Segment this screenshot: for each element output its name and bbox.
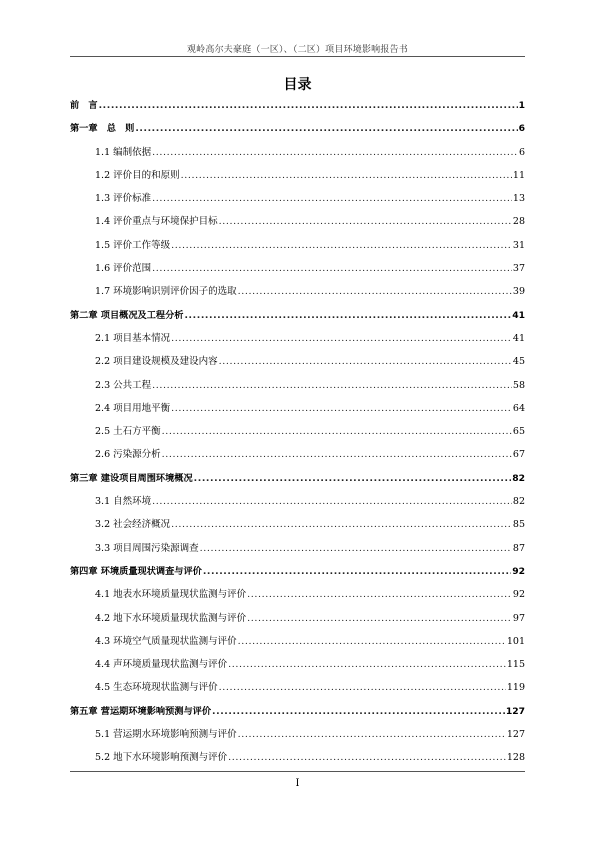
toc-entry-page: 101 [506, 635, 525, 647]
toc-entry-label: 2.5 土石方平衡 [95, 426, 161, 438]
toc-entry-page: 127 [506, 729, 525, 741]
toc-entry-page: 45 [512, 356, 525, 368]
toc-section-entry[interactable] [70, 354, 525, 377]
toc-leader-dots [162, 447, 512, 463]
toc-entry-page: 82 [512, 472, 525, 484]
toc-entry-label: 1.3 评价标准 [95, 193, 152, 205]
toc-section-entry[interactable] [70, 587, 525, 610]
toc-leader-dots [152, 191, 512, 207]
toc-entry-label: 2.1 项目基本情况 [95, 332, 171, 344]
toc-entry-label: 2.4 项目用地平衡 [95, 402, 171, 414]
toc-chapter-entry[interactable] [70, 98, 525, 121]
toc-entry-page: 39 [512, 286, 525, 298]
toc-entry-page: 11 [512, 169, 525, 181]
toc-leader-dots [219, 214, 512, 230]
toc-section-entry[interactable] [70, 145, 525, 168]
toc-section-entry[interactable] [70, 447, 525, 470]
toc-leader-dots [238, 284, 512, 300]
toc-chapter-entry[interactable] [70, 704, 525, 727]
page-number: I [295, 778, 300, 789]
toc-entry-page: 13 [512, 193, 525, 205]
toc-leader-dots [194, 471, 512, 487]
toc-entry-page: 41 [512, 332, 525, 344]
toc-entry-label: 4.4 声环境质量现状监测与评价 [95, 659, 228, 671]
toc-leader-dots [238, 634, 506, 650]
toc-leader-dots [162, 424, 512, 440]
toc-entry-label: 1.6 评价范围 [95, 263, 152, 275]
toc-leader-dots [181, 168, 512, 184]
toc-entry-label: 5.1 营运期水环境影响预测与评价 [95, 729, 237, 741]
toc-entry-page: 119 [506, 682, 525, 694]
toc-entry-page: 92 [512, 565, 525, 577]
toc-leader-dots [171, 517, 512, 533]
toc-entry-page: 6 [518, 123, 525, 135]
header-divider [70, 56, 525, 57]
toc-leader-dots [219, 354, 512, 370]
toc-entry-label: 2.3 公共工程 [95, 379, 152, 391]
toc-section-entry[interactable] [70, 191, 525, 214]
toc-entry-label: 5.2 地下水环境影响预测与评价 [95, 752, 228, 764]
toc-leader-dots [238, 727, 506, 743]
toc-section-entry[interactable] [70, 517, 525, 540]
toc-entry-label: 4.1 地表水环境质量现状监测与评价 [95, 589, 247, 601]
toc-entry-label: 第三章 建设项目周围环境概况 [70, 472, 193, 484]
toc-entry-label: 1.2 评价目的和原则 [95, 169, 180, 181]
toc-entry-page: 65 [512, 426, 525, 438]
toc-chapter-entry[interactable] [70, 121, 525, 144]
toc-title: 目录 [283, 77, 312, 93]
toc-entry-page: 97 [512, 612, 525, 624]
toc-entry-page: 128 [506, 752, 525, 764]
toc-entry-page: 127 [505, 705, 525, 717]
toc-leader-dots [228, 750, 506, 766]
toc-entry-page: 1 [518, 100, 525, 111]
toc-entry-label: 1.4 评价重点与环境保护目标 [95, 216, 218, 228]
toc-entry-label: 1.7 环境影响识别评价因子的选取 [95, 286, 237, 298]
toc-entry-label: 前 言 [70, 100, 98, 111]
toc-leader-dots [228, 657, 506, 673]
toc-chapter-entry[interactable] [70, 471, 525, 494]
toc-leader-dots [247, 587, 512, 603]
toc-leader-dots [152, 378, 512, 394]
toc-leader-dots [152, 145, 518, 161]
toc-entry-label: 2.6 污染源分析 [95, 449, 161, 461]
toc-leader-dots [219, 680, 506, 696]
toc-entry-page: 92 [512, 589, 525, 601]
toc-chapter-entry[interactable] [70, 308, 525, 331]
toc-leader-dots [152, 261, 512, 277]
footer-divider [70, 771, 525, 772]
running-header: 观岭高尔夫豪庭（一区）、（二区）项目环境影响报告书 [186, 45, 408, 55]
toc-section-entry[interactable] [70, 238, 525, 261]
table-of-contents [70, 98, 525, 774]
toc-entry-page: 28 [512, 216, 525, 228]
toc-entry-label: 1.1 编制依据 [95, 146, 152, 158]
toc-leader-dots [171, 238, 512, 254]
toc-leader-dots [152, 494, 512, 510]
toc-leader-dots [212, 704, 505, 720]
toc-entry-label: 1.5 评价工作等级 [95, 239, 171, 251]
toc-section-entry[interactable] [70, 261, 525, 284]
toc-leader-dots [200, 541, 512, 557]
toc-entry-page: 82 [512, 496, 525, 508]
toc-section-entry[interactable] [70, 378, 525, 401]
toc-entry-label: 3.3 项目周围污染源调查 [95, 542, 199, 554]
toc-section-entry[interactable] [70, 494, 525, 517]
toc-entry-page: 37 [512, 263, 525, 275]
toc-section-entry[interactable] [70, 657, 525, 680]
toc-leader-dots [171, 401, 512, 417]
toc-leader-dots [171, 331, 512, 347]
toc-entry-page: 87 [512, 542, 525, 554]
toc-section-entry[interactable] [70, 331, 525, 354]
toc-leader-dots [184, 308, 511, 324]
toc-entry-label: 第四章 环境质量现状调查与评价 [70, 565, 202, 577]
toc-chapter-entry[interactable] [70, 564, 525, 587]
toc-section-entry[interactable] [70, 424, 525, 447]
toc-entry-label: 第五章 营运期环境影响预测与评价 [70, 705, 212, 717]
toc-entry-page: 6 [518, 146, 525, 158]
toc-entry-label: 4.5 生态环境现状监测与评价 [95, 682, 218, 694]
toc-leader-dots [99, 98, 518, 114]
toc-entry-page: 64 [512, 402, 525, 414]
toc-leader-dots [203, 564, 511, 580]
toc-section-entry[interactable] [70, 634, 525, 657]
toc-entry-label: 4.2 地下水环境质量现状监测与评价 [95, 612, 247, 624]
toc-entry-label: 第二章 项目概况及工程分析 [70, 309, 184, 321]
toc-section-entry[interactable] [70, 168, 525, 191]
toc-entry-page: 67 [512, 449, 525, 461]
toc-section-entry[interactable] [70, 284, 525, 307]
toc-section-entry[interactable] [70, 611, 525, 634]
toc-leader-dots [135, 121, 517, 137]
toc-entry-page: 115 [506, 659, 525, 671]
toc-entry-page: 31 [512, 239, 525, 251]
toc-entry-label: 4.3 环境空气质量现状监测与评价 [95, 635, 237, 647]
toc-section-entry[interactable] [70, 541, 525, 564]
toc-entry-page: 58 [512, 379, 525, 391]
toc-entry-label: 2.2 项目建设规模及建设内容 [95, 356, 218, 368]
toc-leader-dots [247, 611, 512, 627]
toc-entry-page: 41 [512, 309, 525, 321]
toc-entry-label: 3.1 自然环境 [95, 496, 152, 508]
toc-entry-page: 85 [512, 519, 525, 531]
toc-section-entry[interactable] [70, 401, 525, 424]
toc-section-entry[interactable] [70, 680, 525, 703]
toc-entry-label: 第一章 总 则 [70, 123, 135, 135]
toc-section-entry[interactable] [70, 727, 525, 750]
toc-entry-label: 3.2 社会经济概况 [95, 519, 171, 531]
toc-section-entry[interactable] [70, 214, 525, 237]
